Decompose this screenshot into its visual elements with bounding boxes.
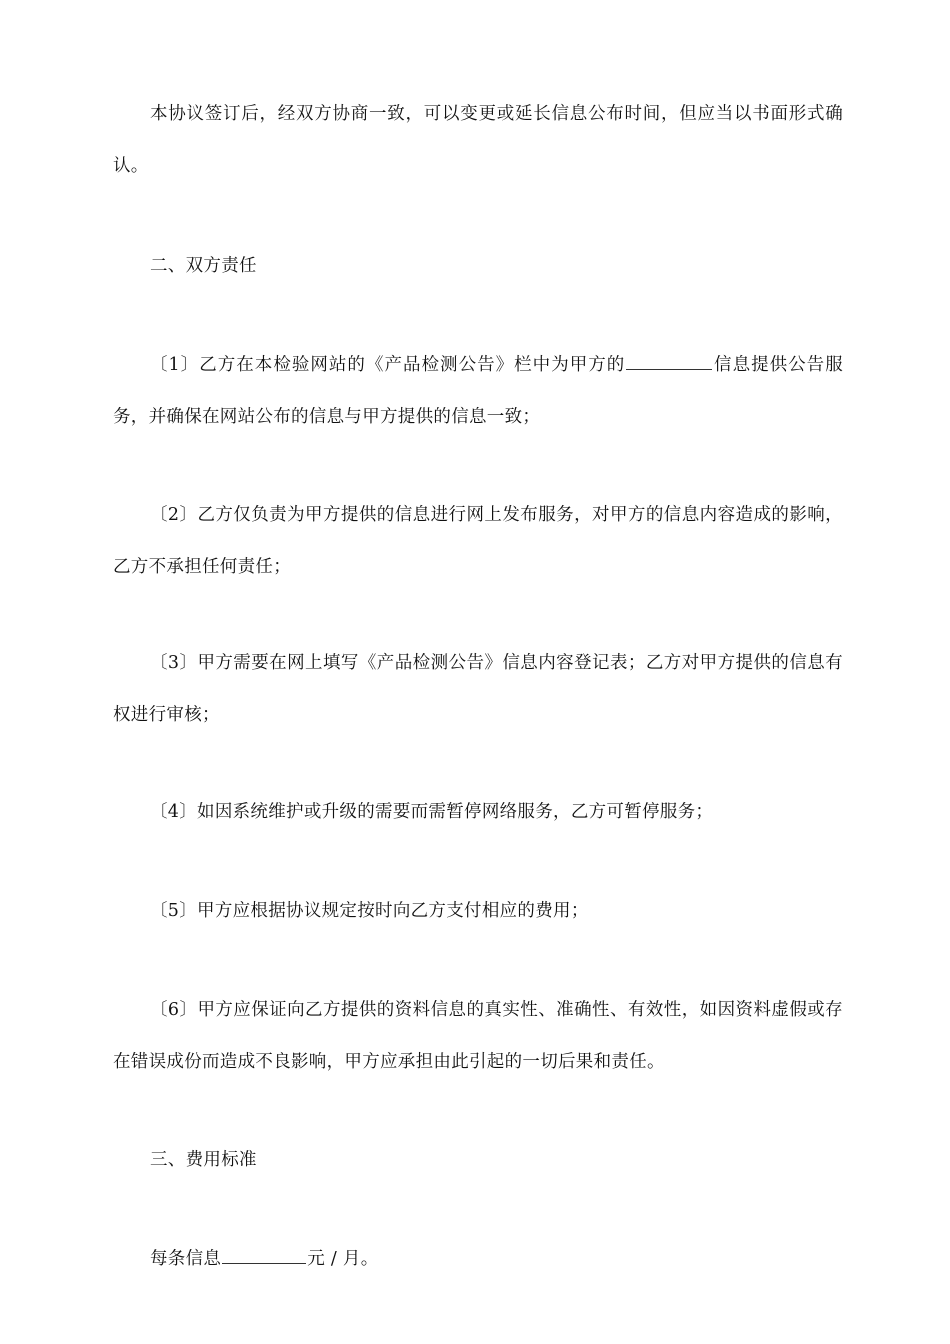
item-1-text-a: 〔1〕乙方在本检验网站的《产品检测公告》栏中为甲方的 <box>150 355 626 375</box>
responsibility-item-1 <box>113 339 843 443</box>
responsibility-item-4: 〔4〕如因系统维护或升级的需要而需暂停网络服务，乙方可暂停服务； <box>150 802 714 822</box>
item-1-blank <box>626 351 712 370</box>
responsibility-item-5: 〔5〕甲方应根据协议规定按时向乙方支付相应的费用； <box>150 901 589 921</box>
fee-line <box>150 1233 379 1285</box>
section-3-heading: 三、费用标准 <box>150 1150 257 1170</box>
responsibility-item-6: 〔6〕甲方应保证向乙方提供的资料信息的真实性、准确性、有效性，如因资料虚假或存在错误成份而造成不良影响，甲方应承担由此引起的一切后果和责任。 <box>113 1000 843 1072</box>
section-2-heading: 二、双方责任 <box>150 256 257 276</box>
fee-blank <box>222 1245 306 1264</box>
fee-text-b: 元 / 月。 <box>307 1249 379 1269</box>
responsibility-item-2: 〔2〕乙方仅负责为甲方提供的信息进行网上发布服务，对甲方的信息内容造成的影响，乙方不承担任何责任； <box>113 505 843 577</box>
intro-paragraph: 本协议签订后，经双方协商一致，可以变更或延长信息公布时间，但应当以书面形式确认。 <box>113 104 843 176</box>
fee-text-a: 每条信息 <box>150 1249 222 1269</box>
responsibility-item-3: 〔3〕甲方需要在网上填写《产品检测公告》信息内容登记表；乙方对甲方提供的信息有权进行审核； <box>113 653 843 725</box>
item-1-text-b: 信息提供公告服务，并确保在网站公布的信息与甲方提供的信息一致； <box>113 355 843 427</box>
